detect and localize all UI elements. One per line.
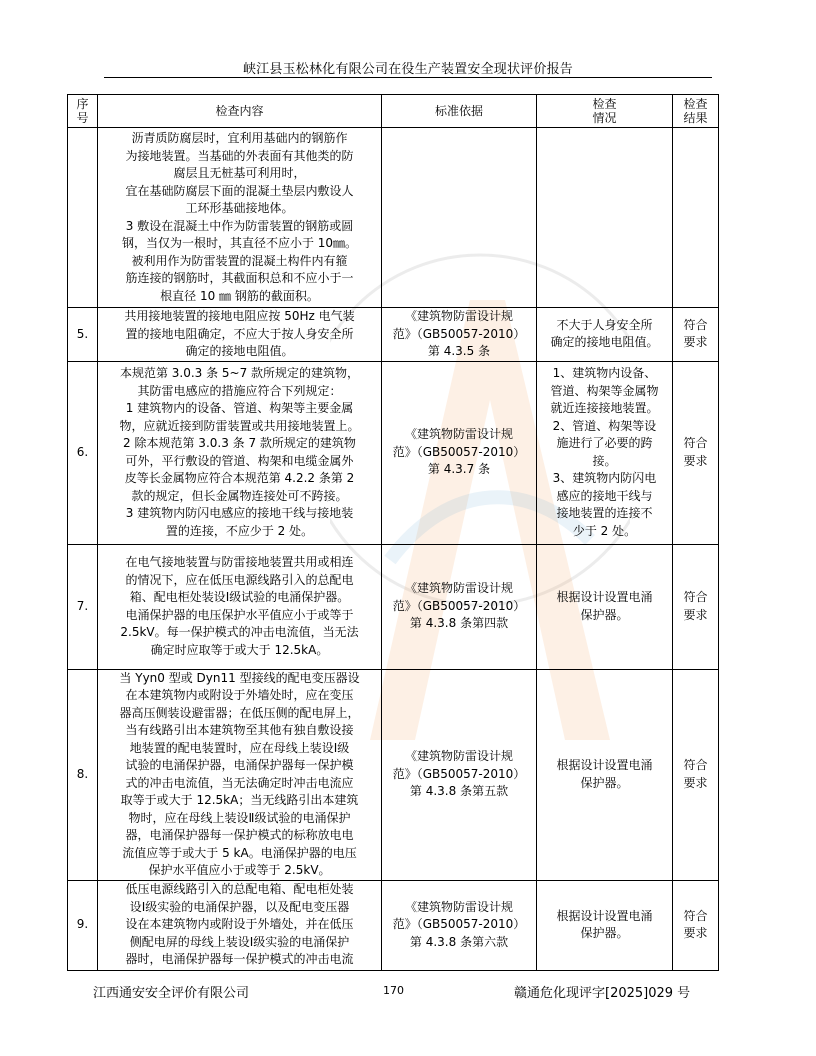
- cell-line: 沥青质防腐层时，宜利用基础内的钢筋作: [131, 131, 348, 145]
- row-number: [68, 128, 98, 308]
- row-check-status: [537, 308, 673, 362]
- row-check-result: [673, 669, 719, 880]
- cell-line: 《建筑物防雷设计规: [404, 309, 513, 323]
- cell-line: 第 4.3.5 条: [427, 344, 491, 358]
- cell-line: 符合: [683, 758, 708, 772]
- table-row: [68, 308, 719, 362]
- cell-line: 要求: [683, 926, 708, 940]
- cell-line: 接。: [592, 453, 617, 468]
- row-number: 9.: [68, 880, 98, 970]
- row-standard-basis: [382, 361, 537, 544]
- cell-line: 确定的接地电阻值。: [185, 344, 294, 358]
- cell-line: 流值应等于或大于 5 kA。电涌保护器的电压: [122, 845, 357, 860]
- table-row: [68, 544, 719, 669]
- cell-line: 范》（GB50057-2010）: [392, 444, 526, 459]
- row-number: 8.: [68, 669, 98, 880]
- cell-line: 筋连接的钢筋时，其截面积总和不应小于一: [125, 271, 354, 285]
- row-check-result: [673, 361, 719, 544]
- cell-line: 根据设计设置电涌: [556, 758, 653, 772]
- row-check-status: [537, 544, 673, 669]
- cell-line: 少于 2 处。: [572, 523, 637, 538]
- row-standard-basis: [382, 544, 537, 669]
- cell-line: 接地装置的连接不: [556, 506, 653, 520]
- row-check-content: [98, 880, 382, 970]
- cell-line: 器时，电涌保护器每一保护模式的冲击电流: [125, 952, 354, 967]
- row-check-status: [537, 128, 673, 308]
- cell-line: 《建筑物防雷设计规: [404, 581, 513, 596]
- row-standard-basis: [382, 308, 537, 362]
- cell-line: 取等于或大于 12.5kA；当无线路引出本建筑: [120, 793, 359, 807]
- cell-line: 2、管道、构架等设: [552, 418, 657, 433]
- header-basis: 标准依据: [382, 95, 537, 128]
- cell-line: 箱、配电柜处装设Ⅰ级试验的电涌保护器。: [129, 590, 350, 604]
- cell-line: 确定时应取等于或大于 12.5kA。: [150, 642, 329, 657]
- row-check-content: [98, 669, 382, 880]
- cell-line: 第 4.3.7 条: [427, 462, 491, 477]
- cell-line: 电涌保护器的电压保护水平值应小于或等于: [125, 607, 354, 622]
- row-number: 5.: [68, 308, 98, 362]
- cell-line: 范》（GB50057-2010）: [392, 598, 526, 613]
- cell-line: 3、建筑物内防闪电: [552, 471, 657, 485]
- cell-line: 就近连接接地装置。: [550, 401, 659, 415]
- cell-line: 《建筑物防雷设计规: [404, 899, 513, 914]
- table-row: [68, 880, 719, 970]
- row-check-result: [673, 308, 719, 362]
- footer-page-number: 170: [383, 984, 404, 997]
- cell-line: 保护水平值应小于或等于 2.5kV。: [148, 863, 331, 877]
- cell-line: 置的接地电阻确定，不应大于按人身安全所: [125, 326, 354, 341]
- row-check-status: [537, 669, 673, 880]
- cell-line: 低压电源线路引入的总配电箱、配电柜处装: [125, 882, 354, 897]
- cell-line: 管道、构架等金属物: [550, 383, 659, 398]
- cell-line: 1 建筑物内的设备、管道、构架等主要金属: [125, 401, 354, 415]
- cell-line: 2.5kV。每一保护模式的冲击电流值，当无法: [120, 625, 359, 639]
- cell-line: 根据设计设置电涌: [556, 590, 653, 604]
- cell-line: 在本建筑物内或附设于外墙处时，应在变压: [125, 688, 354, 702]
- cell-line: 3 建筑物内防闪电感应的接地干线与接地装: [125, 506, 354, 520]
- cell-line: 符合: [683, 908, 708, 923]
- row-check-result: [673, 128, 719, 308]
- cell-line: 皮等长金属物应符合本规范第 4.2.2 条第 2: [124, 471, 355, 485]
- cell-line: 器，电涌保护器每一保护模式的标称放电电: [125, 828, 354, 842]
- footer-company: 江西通安安全评价有限公司: [93, 986, 250, 1001]
- cell-line: 符合: [683, 317, 708, 332]
- cell-line: 其防雷电感应的措施应符合下列规定：: [137, 383, 342, 398]
- cell-line: 物时，应在母线上装设Ⅱ级试验的电涌保护: [128, 810, 351, 825]
- cell-line: 在电气接地装置与防雷接地装置共用或相连: [125, 555, 354, 569]
- cell-line: 款的规定，但长金属物连接处可不跨接。: [131, 488, 348, 503]
- cell-line: 感应的接地干线与: [556, 488, 653, 503]
- cell-line: 施进行了必要的跨: [556, 436, 653, 450]
- row-check-content: [98, 308, 382, 362]
- cell-line: 置的连接，不应少于 2 处。: [165, 523, 314, 538]
- cell-line: 侧配电屏的母线上装设Ⅰ级实验的电涌保护: [129, 934, 350, 949]
- cell-line: 式的冲击电流值，当无法确定时冲击电流应: [125, 775, 354, 790]
- cell-line: 3 敷设在混凝土中作为防雷装置的钢筋或圆: [125, 218, 354, 233]
- cell-line: 保护器。: [580, 607, 629, 622]
- row-number: 6.: [68, 361, 98, 544]
- cell-line: 钢，当仅为一根时，其直径不应小于 10㎜。: [121, 236, 358, 250]
- cell-line: 《建筑物防雷设计规: [404, 749, 513, 764]
- cell-line: 第 4.3.8 条第五款: [409, 784, 509, 799]
- cell-line: 共用接地装置的接地电阻应按 50Hz 电气装: [124, 309, 355, 323]
- row-check-content: [98, 361, 382, 544]
- row-check-content: [98, 544, 382, 669]
- cell-line: 《建筑物防雷设计规: [404, 427, 513, 442]
- cell-line: 根据设计设置电涌: [556, 908, 653, 923]
- header-status: 检查 情况: [537, 95, 673, 128]
- cell-line: 试验的电涌保护器，电涌保护器每一保护模: [125, 758, 354, 772]
- cell-line: 范》（GB50057-2010）: [392, 326, 526, 341]
- row-check-status: [537, 361, 673, 544]
- cell-line: 宜在基础防腐层下面的混凝土垫层内敷设人: [125, 183, 354, 198]
- table-header-row: [68, 95, 719, 128]
- cell-line: 保护器。: [580, 775, 629, 790]
- cell-line: 器高压侧装设避雷器；在低压侧的配电屏上，: [119, 705, 360, 720]
- cell-line: 本规范第 3.0.3 条 5~7 款所规定的建筑物，: [119, 366, 360, 380]
- cell-line: 当有线路引出本建筑物至其他有独自敷设接: [125, 723, 354, 737]
- table-row: [68, 361, 719, 544]
- row-standard-basis: [382, 669, 537, 880]
- cell-line: 工环形基础接地体。: [185, 201, 294, 215]
- cell-line: 当 Yyn0 型或 Dyn11 型接线的配电变压器设: [119, 670, 360, 685]
- cell-line: 可外，平行敷设的管道、构架和电缆金属外: [125, 453, 354, 468]
- cell-line: 1、建筑物内设备、: [552, 366, 657, 380]
- cell-line: 要求: [683, 775, 708, 790]
- cell-line: 要求: [683, 607, 708, 622]
- cell-line: 被利用作为防雷装置的混凝土构件内有箍: [131, 253, 348, 268]
- cell-line: 腐层且无桩基可利用时，: [173, 166, 306, 180]
- header-result: 检查 结果: [673, 95, 719, 128]
- cell-line: 第 4.3.8 条第六款: [409, 934, 509, 949]
- cell-line: 的情况下，应在低压电源线路引入的总配电: [125, 572, 354, 587]
- table-row: [68, 669, 719, 880]
- header-content: 检查内容: [98, 95, 382, 128]
- header-rule: [104, 77, 712, 78]
- cell-line: 符合: [683, 590, 708, 604]
- footer-doc-number: 赣通危化现评字[2025]029 号: [514, 986, 691, 1001]
- cell-line: 设Ⅰ级实验的电涌保护器，以及配电变压器: [129, 899, 350, 914]
- cell-line: 要求: [683, 453, 708, 468]
- cell-line: 物，应就近接到防雷装置或共用接地装置上。: [119, 418, 360, 433]
- cell-line: 为接地装置。当基础的外表面有其他类的防: [125, 148, 354, 163]
- cell-line: 2 除本规范第 3.0.3 条 7 款所规定的建筑物: [123, 436, 356, 450]
- row-standard-basis: [382, 880, 537, 970]
- cell-line: 确定的接地电阻值。: [550, 335, 659, 350]
- cell-line: 根直径 10 ㎜ 钢筋的截面积。: [160, 288, 319, 303]
- page-header-title: 峡江县玉松林化有限公司在役生产装置安全现状评价报告: [242, 62, 573, 77]
- row-standard-basis: [382, 128, 537, 308]
- row-check-result: [673, 880, 719, 970]
- row-check-content: [98, 128, 382, 308]
- cell-line: 要求: [683, 335, 708, 350]
- cell-line: 第 4.3.8 条第四款: [409, 616, 509, 631]
- row-check-result: [673, 544, 719, 669]
- cell-line: 保护器。: [580, 926, 629, 940]
- cell-line: 符合: [683, 436, 708, 450]
- cell-line: 范》（GB50057-2010）: [392, 766, 526, 781]
- inspection-table: [67, 94, 719, 971]
- cell-line: 范》（GB50057-2010）: [392, 917, 526, 932]
- table-row: [68, 128, 719, 308]
- row-number: 7.: [68, 544, 98, 669]
- cell-line: 不大于人身安全所: [556, 317, 653, 332]
- cell-line: 设在本建筑物内或附设于外墙处，并在低压: [125, 917, 354, 932]
- header-seq: 序 号: [68, 95, 98, 128]
- cell-line: 地装置的配电装置时，应在母线上装设Ⅰ级: [129, 740, 350, 755]
- row-check-status: [537, 880, 673, 970]
